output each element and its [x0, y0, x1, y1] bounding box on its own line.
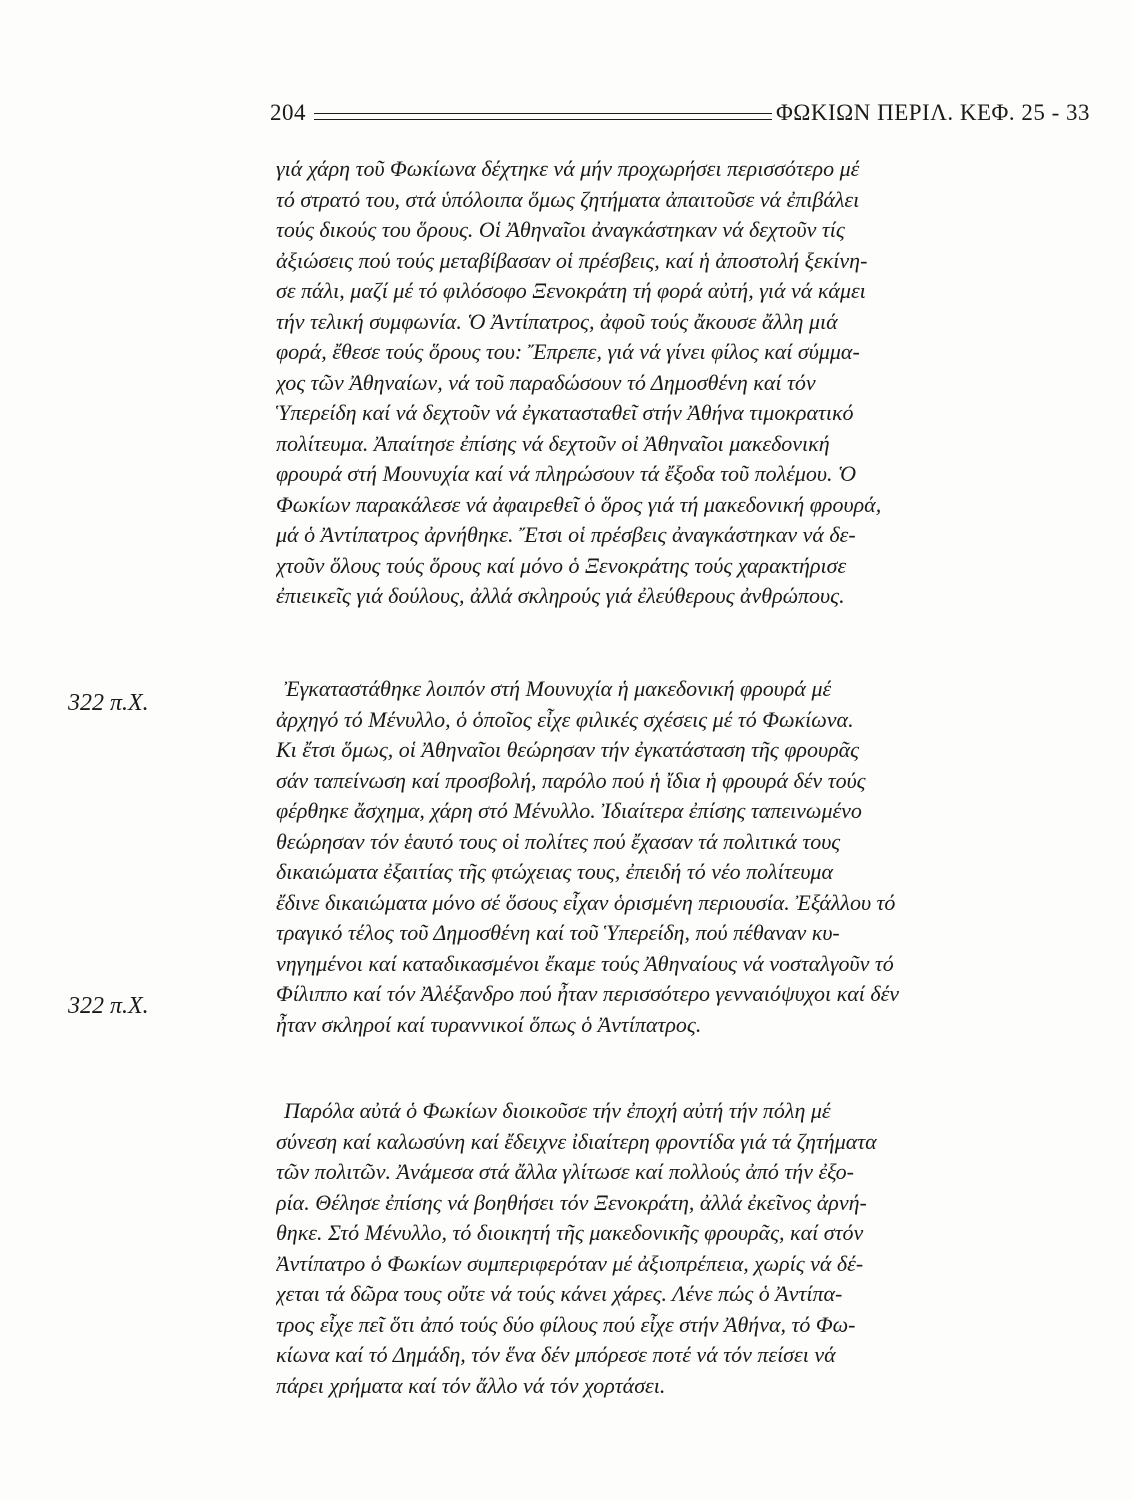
text-line: θεώρησαν τόν ἑαυτό τους οἱ πολίτες πού ἔχασαν τά πολιτικά τους — [276, 828, 841, 854]
text-line: χτοῦν ὅλους τούς ὅρους καί μόνο ὁ Ξενοκράτης τούς χαρακτήρισε — [276, 552, 847, 578]
header-double-rule — [314, 113, 772, 120]
text-line: ἦταν σκληροί καί τυραννικοί ὅπως ὁ Ἀντίπατρος. — [276, 1011, 702, 1037]
text-line: Παρόλα αὐτά ὁ Φωκίων διοικοῦσε τήν ἐποχή αὐτή τήν πόλη μέ — [284, 1098, 831, 1123]
text-line: τραγικό τέλος τοῦ Δημοσθένη καί τοῦ Ὑπερείδη, πού πέθαναν κυ- — [276, 920, 840, 945]
text-line: σάν ταπείνωση καί προσβολή, παρόλο πού ἡ ἴδια ἡ φρουρά δέν τούς — [276, 767, 866, 793]
text-line: Ἀντίπατρο ὁ Φωκίων συμπεριφερόταν μέ ἀξιοπρέπεια, χωρίς νά δέ- — [276, 1250, 864, 1276]
text-line: ἐπιεικεῖς γιά δούλους, ἀλλά σκληρούς γιά ἐλεύθερους ἀνθρώπους. — [276, 583, 845, 608]
text-line: σύνεση καί καλωσύνη καί ἔδειχνε ἰδιαίτερη φροντίδα γιά τά ζητήματα — [276, 1128, 877, 1154]
paragraph-1 — [276, 154, 1088, 612]
margin-date-note: 322 π.Χ. — [68, 993, 149, 1019]
text-line: ρία. Θέλησε ἐπίσης νά βοηθήσει τόν Ξενοκράτη, ἀλλά ἐκεῖνος ἀρνή- — [276, 1189, 867, 1215]
text-line: δικαιώματα ἐξαιτίας τῆς φτώχειας τους, ἐπειδή τό νέο πολίτευμα — [276, 859, 834, 884]
text-line: Ἐγκαταστάθηκε λοιπόν στή Μουνυχία ἡ μακεδονική φρουρά μέ — [284, 676, 832, 701]
text-line: ἀξιώσεις πού τούς μεταβίβασαν οἱ πρέσβεις, καί ἡ ἀποστολή ξεκίνη- — [276, 247, 868, 273]
paragraph-2 — [276, 674, 1088, 1040]
text-line: φέρθηκε ἄσχημα, χάρη στό Μένυλλο. Ἰδιαίτερα ἐπίσης ταπεινωμένο — [276, 798, 862, 823]
text-line: χεται τά δῶρα τους οὔτε νά τούς κάνει χάρες. Λένε πώς ὁ Ἀντίπα- — [276, 1281, 843, 1306]
text-line: ἔδινε δικαιώματα μόνο σέ ὅσους εἶχαν ὁρισμένη περιουσία. Ἐξάλλου τό — [276, 889, 896, 915]
text-line: Φωκίων παρακάλεσε νά ἀφαιρεθεῖ ὁ ὅρος γιά τή μακεδονική φρουρά, — [276, 491, 882, 517]
text-line: ἀρχηγό τό Μένυλλο, ὁ ὁποῖος εἶχε φιλικές σχέσεις μέ τό Φωκίωνα. — [276, 706, 854, 732]
text-line: τό στρατό του, στά ὑπόλοιπα ὅμως ζητήματα ἀπαιτοῦσε νά ἐπιβάλει — [276, 186, 860, 212]
text-line: φορά, ἔθεσε τούς ὅρους του: Ἔπρεπε, γιά νά γίνει φίλος καί σύμμα- — [276, 339, 860, 364]
text-line: μά ὁ Ἀντίπατρος ἀρνήθηκε. Ἔτσι οἱ πρέσβεις ἀναγκάστηκαν νά δε- — [276, 522, 856, 547]
running-title: ΦΩΚΙΩΝ ΠΕΡΙΛ. ΚΕΦ. 25 - 33 — [775, 100, 1090, 125]
page-number: 204 — [270, 100, 306, 125]
text-line: Φίλιππο καί τόν Ἀλέξανδρο πού ἦταν περισσότερο γενναιόψυχοι καί δέν — [276, 981, 900, 1006]
text-line: φρουρά στή Μουνυχία καί νά πληρώσουν τά ἔξοδα τοῦ πολέμου. Ὁ — [276, 461, 857, 486]
text-line: χος τῶν Ἀθηναίων, νά τοῦ παραδώσουν τό Δημοσθένη καί τόν — [276, 369, 816, 395]
text-line: τρος εἶχε πεῖ ὅτι ἀπό τούς δύο φίλους πού εἶχε στήν Ἀθήνα, τό Φω- — [276, 1311, 856, 1337]
margin-date-note: 322 π.Χ. — [68, 690, 149, 716]
text-line: τήν τελική συμφωνία. Ὁ Ἀντίπατρος, ἀφοῦ τούς ἄκουσε ἄλλη μιά — [276, 308, 838, 334]
text-line: Ὑπερείδη καί νά δεχτοῦν νά ἐγκατασταθεῖ στήν Ἀθήνα τιμοκρατικό — [276, 400, 854, 425]
text-line: πάρει χρήματα καί τόν ἄλλο νά τόν χορτάσει. — [276, 1372, 666, 1398]
text-line: νηγημένοι καί καταδικασμένοι ἔκαμε τούς Ἀθηναίους νά νοσταλγοῦν τό — [276, 950, 894, 976]
text-line: πολίτευμα. Ἀπαίτησε ἐπίσης νά δεχτοῦν οἱ Ἀθηναῖοι μακεδονική — [276, 430, 830, 456]
text-line: θηκε. Στό Μένυλλο, τό διοικητή τῆς μακεδονικῆς φρουρᾶς, καί στόν — [276, 1220, 864, 1245]
text-line: Κι ἔτσι ὅμως, οἱ Ἀθηναῖοι θεώρησαν τήν ἐγκατάσταση τῆς φρουρᾶς — [276, 737, 860, 762]
text-line: σε πάλι, μαζί μέ τό φιλόσοφο Ξενοκράτη τή φορά αὐτή, γιά νά κάμει — [276, 278, 866, 303]
text-line: κίωνα καί τό Δημάδη, τόν ἕνα δέν μπόρεσε ποτέ νά τόν πείσει νά — [276, 1342, 836, 1367]
running-header — [270, 90, 1090, 124]
text-line: γιά χάρη τοῦ Φωκίωνα δέχτηκε νά μήν προχωρήσει περισσότερο μέ — [276, 156, 860, 181]
text-line: τῶν πολιτῶν. Ἀνάμεσα στά ἄλλα γλίτωσε καί πολλούς ἀπό τήν ἐξο- — [276, 1159, 854, 1184]
text-line: τούς δικούς του ὅρους. Οἱ Ἀθηναῖοι ἀναγκάστηκαν νά δεχτοῦν τίς — [276, 217, 845, 242]
paragraph-3 — [276, 1096, 1088, 1401]
